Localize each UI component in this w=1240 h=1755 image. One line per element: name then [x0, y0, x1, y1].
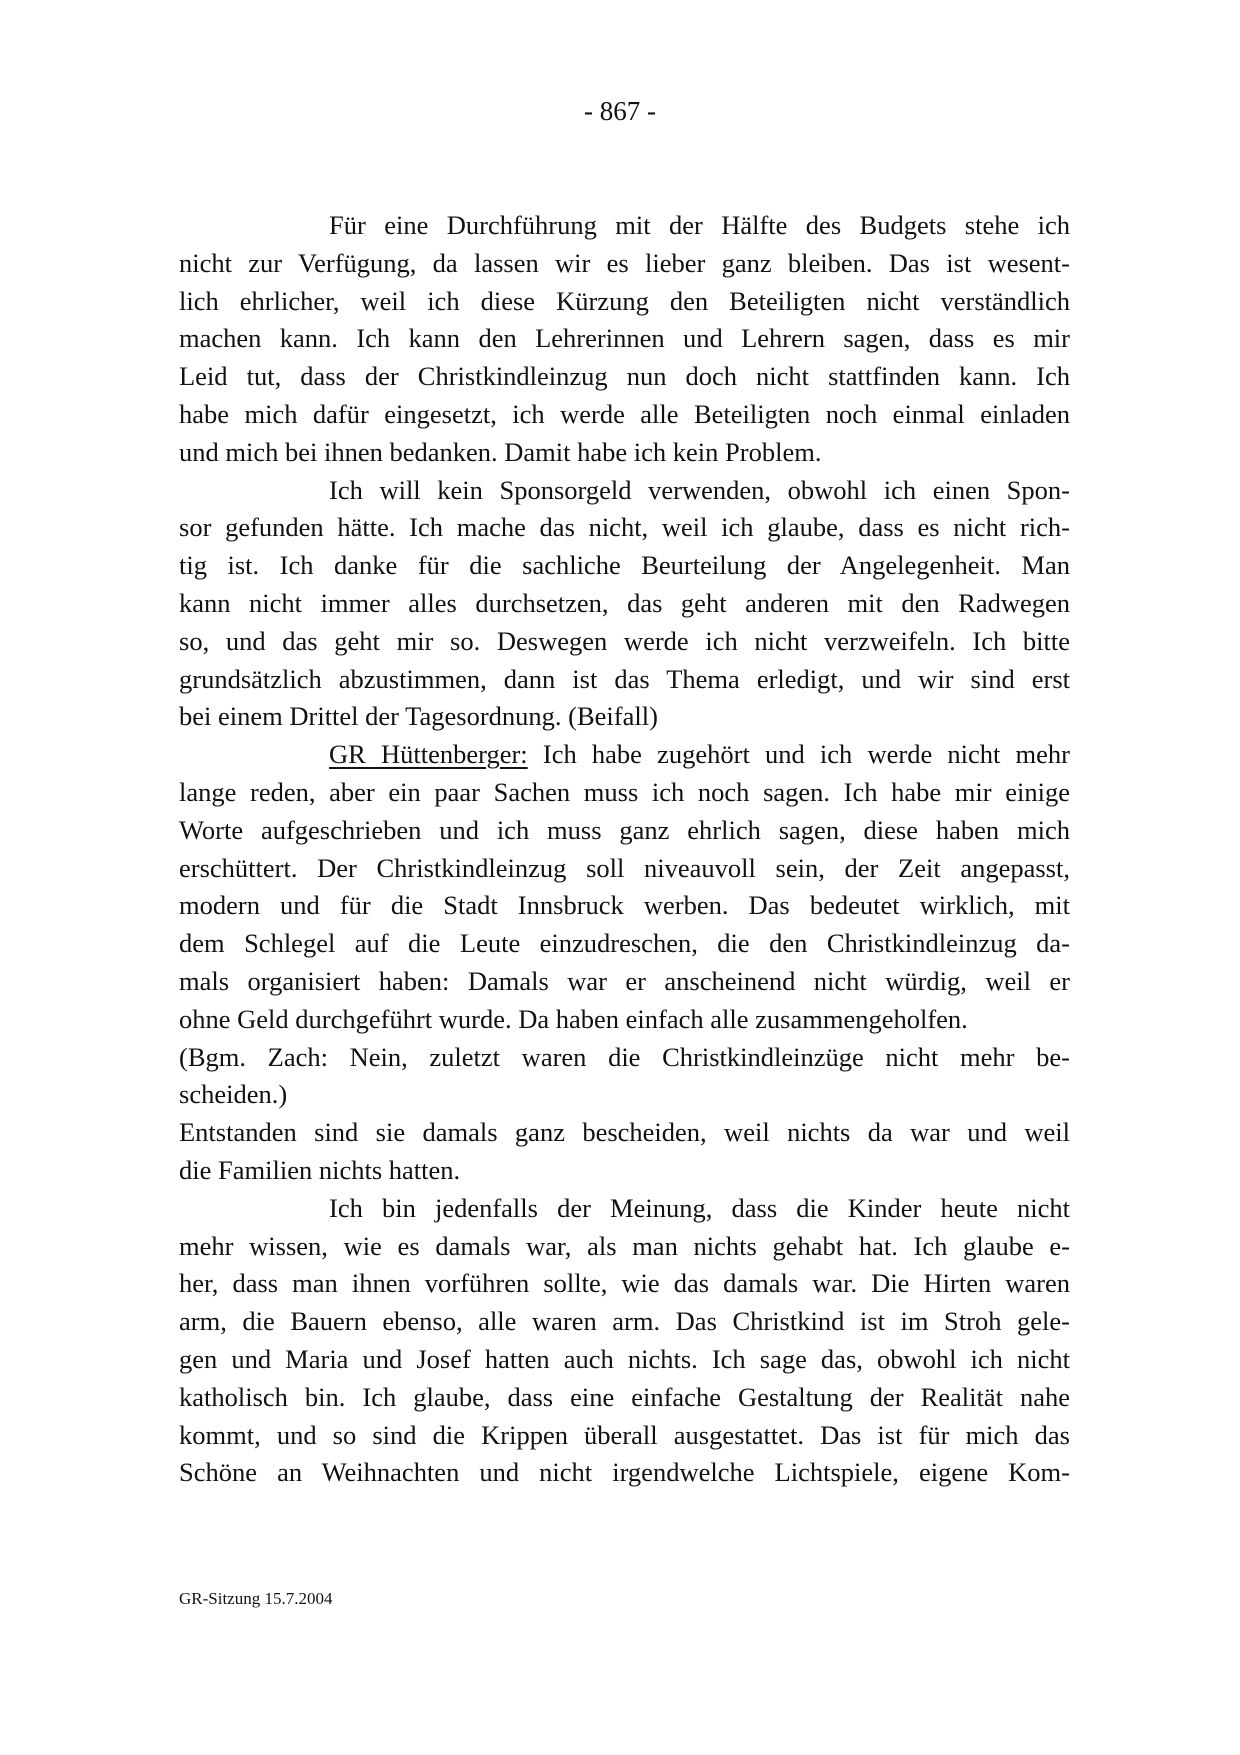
page-number: - 867 - — [584, 96, 656, 126]
text-line: bei einem Drittel der Tagesordnung. (Beifall) — [179, 701, 658, 732]
speaker-text: Ich habe zugehört und ich werde nicht mehr — [527, 739, 1071, 770]
text-line: die Familien nichts hatten. — [179, 1154, 461, 1185]
text-line: nicht zur Verfügung, da lassen wir es lieber ganz bleiben. Das ist wesent- — [179, 247, 1070, 278]
text-line: Entstanden sind sie damals ganz bescheiden, weil nichts da war und weil — [179, 1117, 1070, 1148]
text-line: kommt, und so sind die Krippen überall ausgestattet. Das ist für mich das — [179, 1419, 1070, 1450]
text-line: grundsätzlich abzustimmen, dann ist das Thema erledigt, und wir sind erst — [179, 663, 1070, 694]
text-line — [179, 736, 1070, 774]
text-line: und mich bei ihnen bedanken. Damit habe ich kein Problem. — [179, 436, 822, 467]
text-line: Leid tut, dass der Christkindleinzug nun doch nicht stattfinden kann. Ich — [179, 361, 1070, 392]
text-line: machen kann. Ich kann den Lehrerinnen und Lehrern sagen, dass es mir — [179, 323, 1070, 354]
text-line: Ich bin jedenfalls der Meinung, dass die Kinder heute nicht — [329, 1192, 1070, 1223]
text-line: habe mich dafür eingesetzt, ich werde alle Beteiligten noch einmal einladen — [179, 398, 1070, 429]
text-line: Worte aufgeschrieben und ich muss ganz ehrlich sagen, diese haben mich — [179, 814, 1070, 845]
text-line: erschüttert. Der Christkindleinzug soll niveauvoll sein, der Zeit angepasst, — [179, 852, 1070, 883]
text-line: scheiden.) — [179, 1079, 288, 1110]
text-line: Ich will kein Sponsorgeld verwenden, obwohl ich einen Spon- — [329, 474, 1070, 505]
text-line: gen und Maria und Josef hatten auch nichts. Ich sage das, obwohl ich nicht — [179, 1343, 1070, 1374]
text-line: ohne Geld durchgeführt wurde. Da haben einfach alle zusammengeholfen. — [179, 1003, 968, 1034]
text-line: arm, die Bauern ebenso, alle waren arm. Das Christkind ist im Stroh gele- — [179, 1306, 1070, 1337]
text-line: lich ehrlicher, weil ich diese Kürzung den Beteiligten nicht verständlich — [179, 285, 1070, 316]
text-line: lange reden, aber ein paar Sachen muss ich noch sagen. Ich habe mir einige — [179, 776, 1070, 807]
text-line: (Bgm. Zach: Nein, zuletzt waren die Christkindleinzüge nicht mehr be- — [179, 1041, 1070, 1072]
text-line: so, und das geht mir so. Deswegen werde ich nicht verzweifeln. Ich bitte — [179, 625, 1070, 656]
text-line: sor gefunden hätte. Ich mache das nicht, weil ich glaube, dass es nicht rich- — [179, 512, 1070, 543]
footer-session-date: GR-Sitzung 15.7.2004 — [179, 1589, 333, 1608]
speaker-name: GR Hüttenberger: — [329, 739, 528, 770]
text-line: Für eine Durchführung mit der Hälfte des Budgets stehe ich — [329, 210, 1070, 240]
text-line: her, dass man ihnen vorführen sollte, wie das damals war. Die Hirten waren — [179, 1268, 1070, 1299]
body-text — [179, 207, 1070, 1492]
text-line: Schöne an Weihnachten und nicht irgendwelche Lichtspiele, eigene Kom- — [179, 1457, 1070, 1488]
text-line: mehr wissen, wie es damals war, als man nichts gehabt hat. Ich glaube e- — [179, 1230, 1070, 1261]
text-line: katholisch bin. Ich glaube, dass eine einfache Gestaltung der Realität nahe — [179, 1381, 1070, 1412]
text-line: dem Schlegel auf die Leute einzudreschen, die den Christkindleinzug da- — [179, 928, 1070, 959]
text-line: kann nicht immer alles durchsetzen, das geht anderen mit den Radwegen — [179, 587, 1070, 618]
text-line: modern und für die Stadt Innsbruck werben. Das bedeutet wirklich, mit — [179, 890, 1070, 921]
text-line: mals organisiert haben: Damals war er anscheinend nicht würdig, weil er — [179, 965, 1070, 996]
text-line: tig ist. Ich danke für die sachliche Beurteilung der Angelegenheit. Man — [179, 550, 1070, 581]
